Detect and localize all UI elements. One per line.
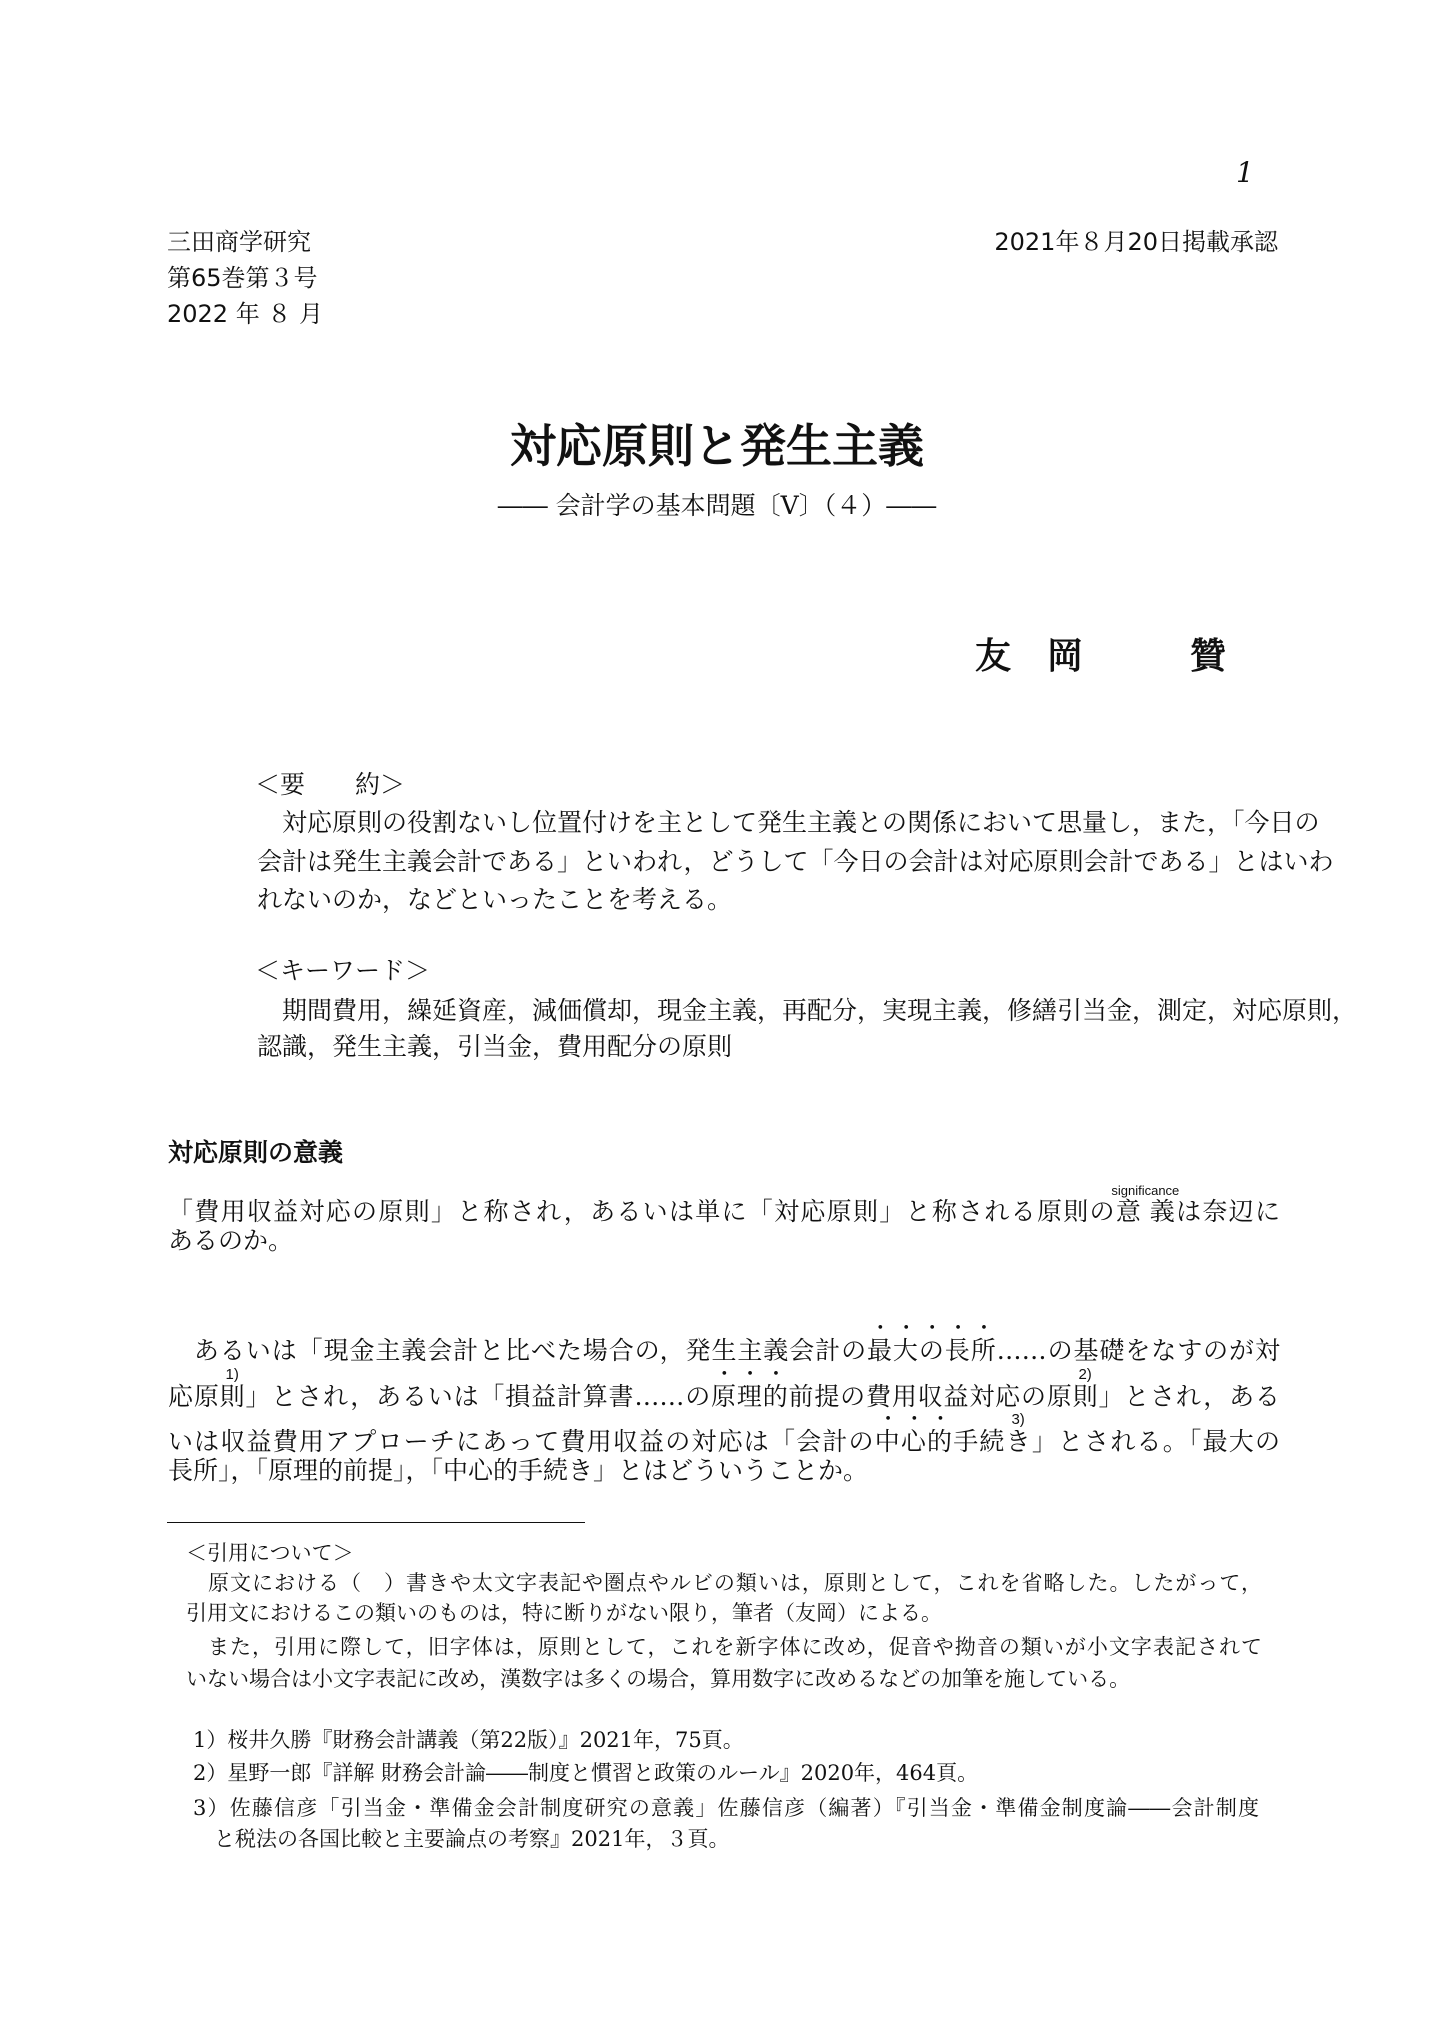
- author-family-name: 友 岡: [975, 635, 1084, 677]
- text: は奈辺に: [1174, 1197, 1280, 1226]
- body-line: [168, 1184, 1280, 1224]
- ruby-significance: [1111, 1183, 1180, 1226]
- footnote-ref-2[interactable]: [1072, 1366, 1099, 1411]
- page-number: 1: [1236, 156, 1254, 189]
- text: 応原: [168, 1382, 220, 1411]
- text: いは収益費用アプローチにあって費用収益の対応は「会計の: [168, 1427, 875, 1456]
- footnote-marker[interactable]: 2): [1072, 1366, 1098, 1383]
- body-line: 長所」，「原理的前提」，「中心的手続き」とはどういうことか。: [168, 1456, 869, 1485]
- body-line: [168, 1321, 1280, 1365]
- summary-line: 対応原則の役割ないし位置付けを主として発生主義との関係において思量し，また，「今日の: [257, 808, 1320, 837]
- emphasis-text: 中心的: [874, 1427, 954, 1456]
- citation-line: 原文における（ ）書きや太文字表記や圏点やルビの類いは，原則として，これを省略した。したがって，: [186, 1571, 1262, 1595]
- footnote-divider: [167, 1522, 585, 1523]
- keywords-line: 認識，発生主義，引当金，費用配分の原則: [257, 1032, 733, 1061]
- emphasis-text: 原理的: [711, 1382, 789, 1411]
- ruby-text: significance: [1111, 1183, 1180, 1198]
- body-line: あるのか。: [168, 1226, 294, 1255]
- summary-label: ＜要 約＞: [255, 770, 406, 799]
- footnote-ref-1[interactable]: [219, 1366, 246, 1411]
- journal-name: 三田商学研究: [167, 228, 311, 256]
- citation-label: ＜引用について＞: [186, 1541, 354, 1565]
- summary-line: れないのか，などといったことを考える。: [257, 885, 733, 914]
- footnote-ref-3[interactable]: [1005, 1411, 1032, 1456]
- citation-line: 引用文におけるこの類いのものは，特に断りがない限り，筆者（友岡）による。: [186, 1601, 942, 1625]
- text: 」とされ，ある: [1098, 1382, 1280, 1411]
- text: 手続: [953, 1427, 1006, 1456]
- ruby-base: 則: [219, 1382, 246, 1411]
- ruby-base: き: [1005, 1427, 1032, 1456]
- text: 前提の費用収益対応の原: [788, 1382, 1073, 1411]
- section-heading: 対応原則の意義: [168, 1138, 344, 1167]
- citation-line: また，引用に際して，旧字体は，原則として，これを新字体に改め，促音や拗音の類いが小文字表記されて: [186, 1635, 1262, 1659]
- journal-volume: 第65巻第３号: [167, 264, 318, 292]
- keywords-label: ＜キーワード＞: [255, 956, 431, 985]
- reference-1: 1）桜井久勝『財務会計講義（第22版）』2021年，75頁。: [193, 1728, 744, 1752]
- author-given-name: 贊: [1190, 635, 1227, 677]
- accepted-date: 2021年８月20日掲載承認: [994, 228, 1278, 256]
- page-title: 対応原則と発生主義: [510, 419, 924, 473]
- body-line: [168, 1412, 1280, 1456]
- body-line: [168, 1367, 1280, 1411]
- text: 」とされ，あるいは「損益計算書……の: [245, 1382, 712, 1411]
- footnote-marker[interactable]: 1): [219, 1366, 245, 1383]
- text: 「費用収益対応の原則」と称され，あるいは単に「対応原則」と称される原則の: [168, 1197, 1116, 1226]
- text: ……の基礎をなすのが対: [996, 1336, 1280, 1365]
- text: あるいは「現金主義会計と比べた場合の，発生主義会計の: [168, 1336, 867, 1365]
- subtitle: ―― 会計学の基本問題〔Ⅴ〕（４）――: [497, 491, 937, 520]
- emphasis-text: 最大の長所: [867, 1336, 997, 1365]
- summary-line: 会計は発生主義会計である」といわれ，どうして「今日の会計は対応原則会計である」とはいわ: [257, 847, 1334, 876]
- reference-3-cont: と税法の各国比較と主要論点の考察』2021年，３頁。: [193, 1827, 730, 1851]
- keywords-line: 期間費用，繰延資産，減価償却，現金主義，再配分，実現主義，修繕引当金，測定，対応原則，: [257, 996, 1358, 1025]
- reference-3: 3）佐藤信彦「引当金・準備金会計制度研究の意義」佐藤信彦（編著）『引当金・準備金制度論――会計制度: [193, 1796, 1259, 1820]
- reference-2: 2）星野一郎『詳解 財務会計論――制度と慣習と政策のルール』2020年，464頁。: [193, 1761, 979, 1785]
- footnote-marker[interactable]: 3): [1005, 1411, 1031, 1428]
- journal-date: 2022 年 ８ 月: [167, 300, 323, 328]
- citation-line: いない場合は小文字表記に改め，漢数字は多くの場合，算用数字に改めるなどの加筆を施している。: [186, 1667, 1131, 1691]
- ruby-base: 意義: [1111, 1197, 1180, 1226]
- ruby-base: 則: [1072, 1382, 1099, 1411]
- text: 」とされる。「最大の: [1031, 1427, 1280, 1456]
